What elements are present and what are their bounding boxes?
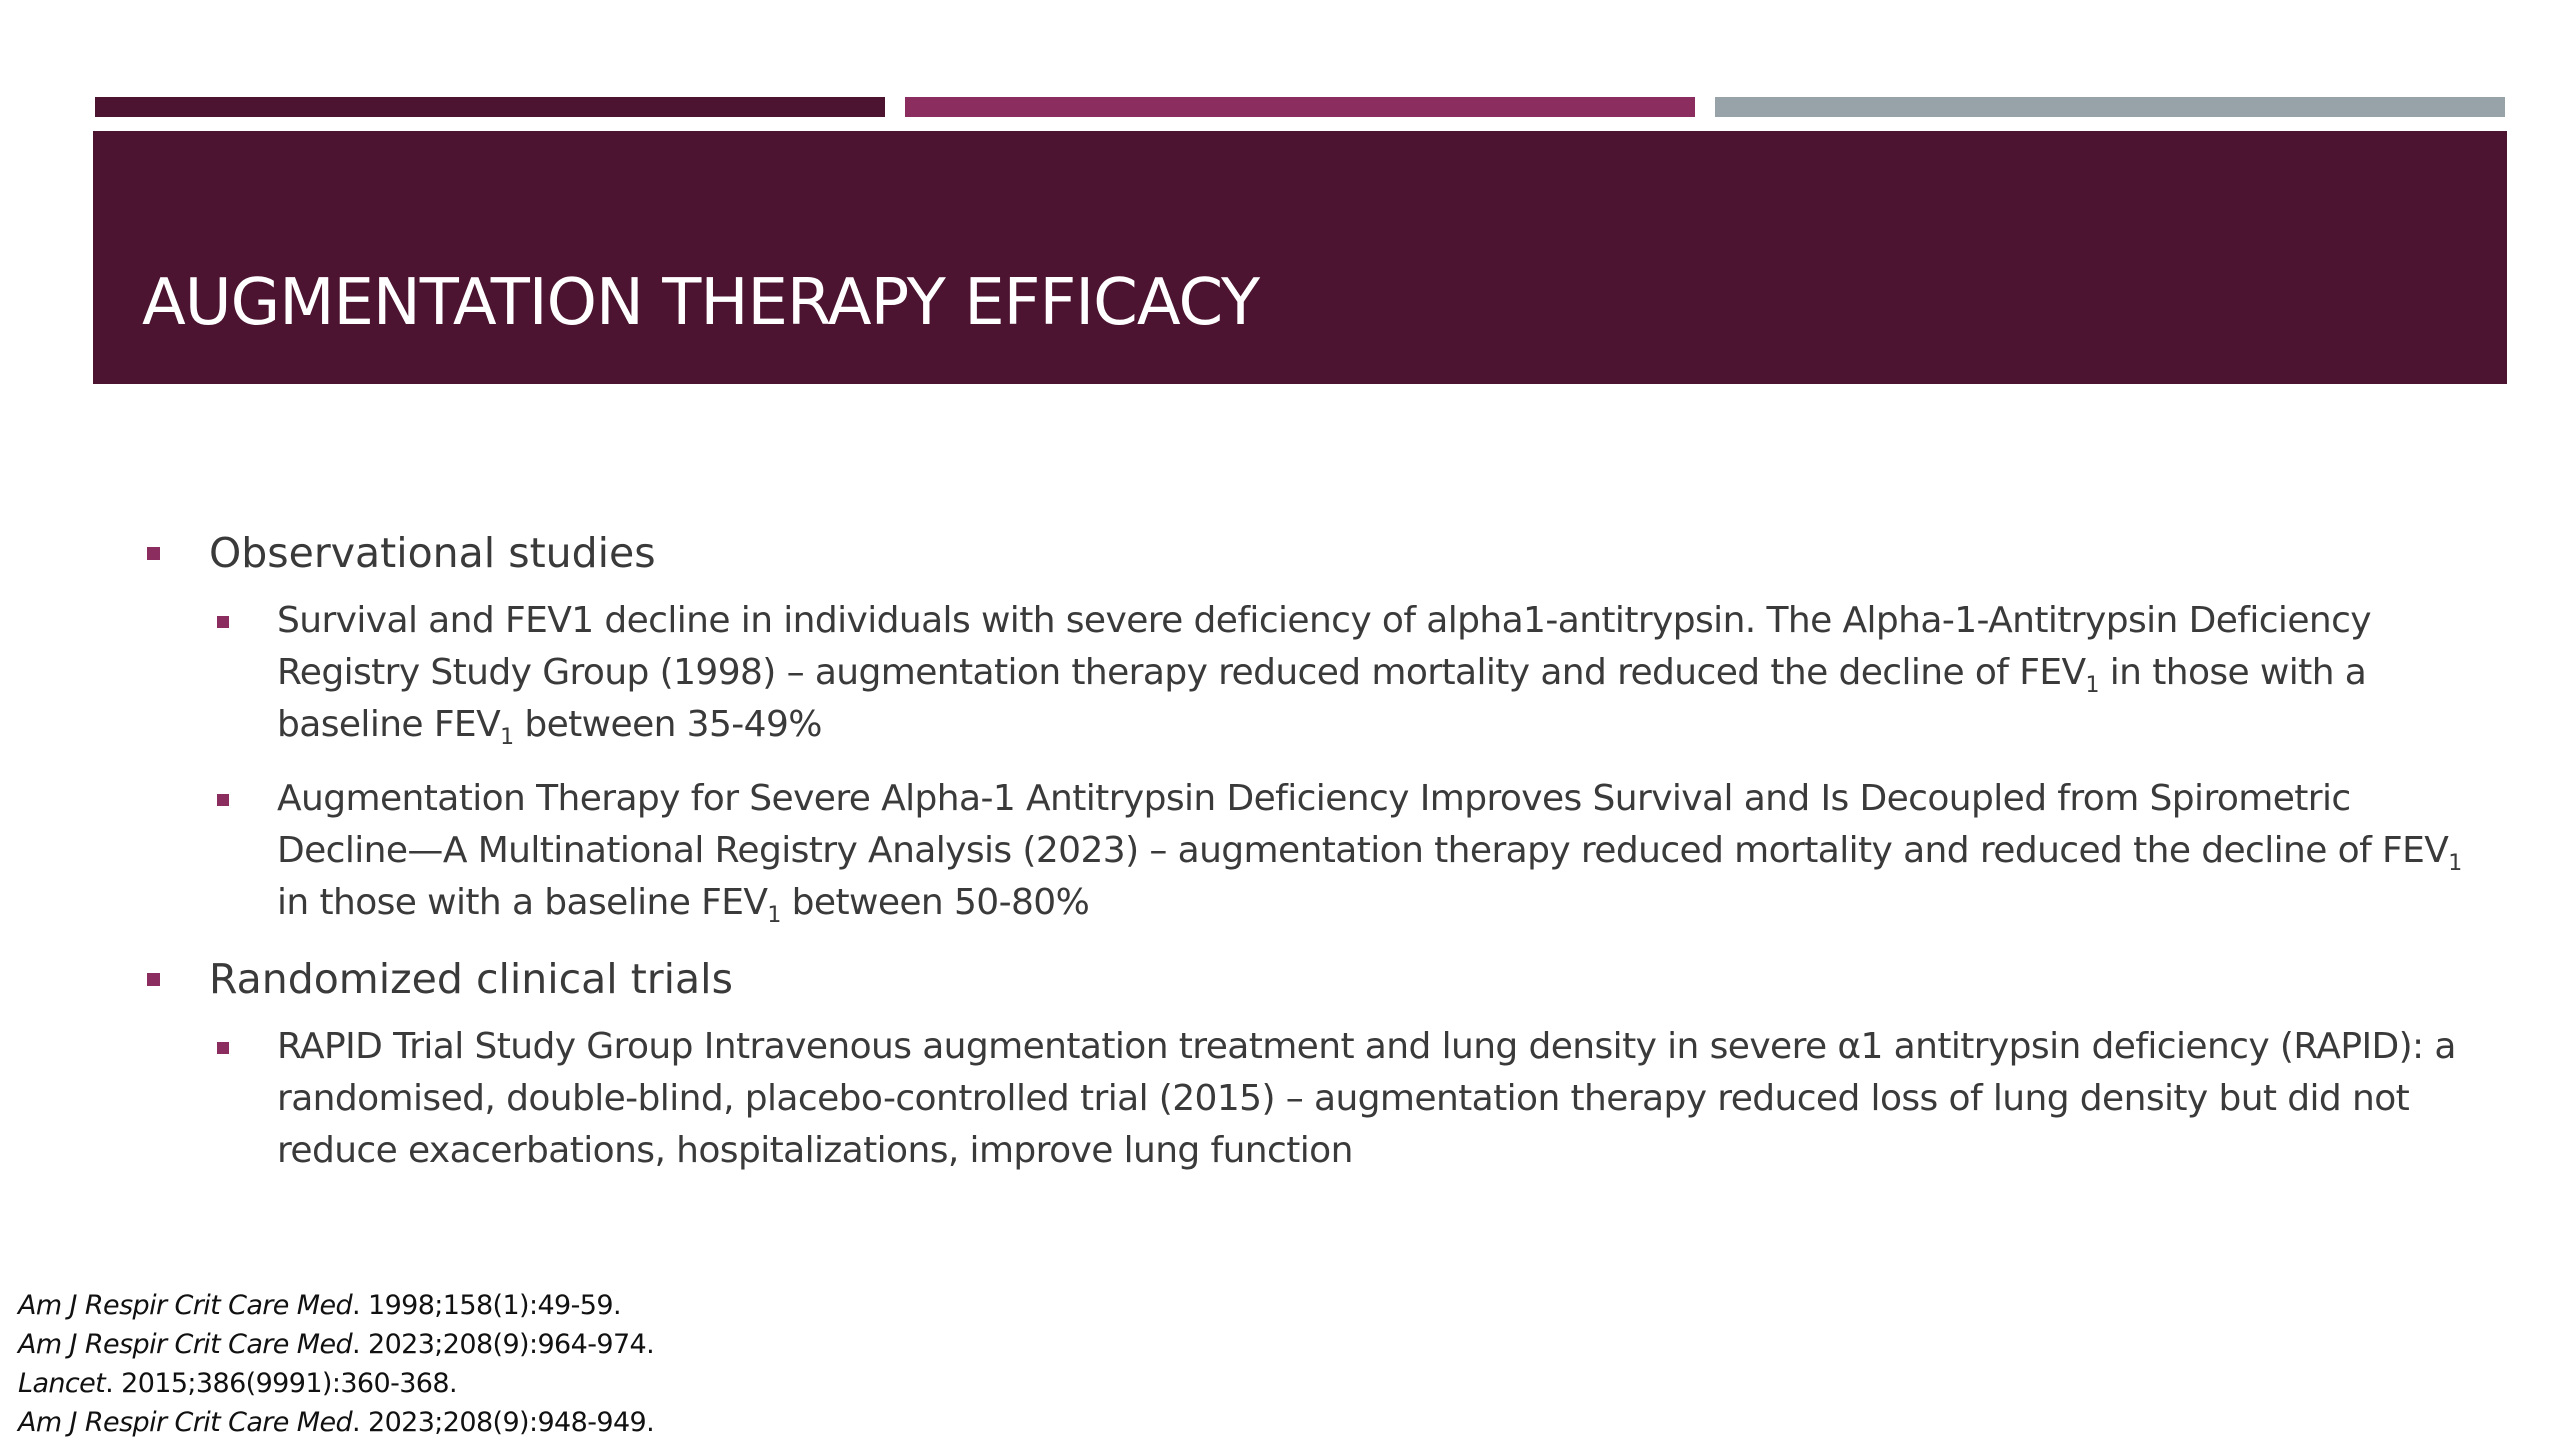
list-item-text: RAPID Trial Study Group Intravenous augmentation treatment and lung density in severe α1 antitrypsin deficiency (RAPID): a randomised, double-blind, placebo-controlled trial (2015) – augmentation therapy reduced loss of lung density but did not reduce exacerbations, hospitalizations, improve lung function (277, 1026, 2456, 1171)
reference-item (18, 1364, 654, 1403)
item-text-part: Augmentation Therapy for Severe Alpha-1 Antitrypsin Deficiency Improves Survival and Is Decoupled from Spirometric Decline—A Multinational Registry Analysis (2023) – augmentation therapy reduced mortality and reduced the decline of FEV (277, 778, 2449, 871)
item-text-part: in those with a baseline FEV (277, 882, 768, 923)
reference-journal: Am J Respir Crit Care Med (18, 1329, 353, 1360)
list-item-1998-registry (143, 595, 2371, 751)
reference-journal: Am J Respir Crit Care Med (18, 1407, 353, 1438)
subscript: 1 (767, 903, 781, 929)
reference-item (18, 1286, 654, 1325)
accent-bar-dark (95, 97, 885, 117)
reference-journal: Lancet (18, 1368, 106, 1399)
subscript: 1 (2448, 851, 2462, 877)
square-bullet-icon (217, 616, 229, 628)
reference-item (18, 1403, 654, 1442)
section-heading-text: Randomized clinical trials (209, 955, 733, 1003)
title-band (93, 131, 2507, 384)
reference-citation: . 2023;208(9):964-974. (352, 1329, 655, 1360)
list-item-2023-registry (143, 773, 2462, 929)
list-item-text (277, 773, 2477, 929)
reference-citation: . 2015;386(9991):360-368. (105, 1368, 457, 1399)
accent-bar-gray (1715, 97, 2505, 117)
slide-title: AUGMENTATION THERAPY EFFICACY (142, 266, 1260, 340)
reference-item (18, 1325, 654, 1364)
reference-journal: Am J Respir Crit Care Med (18, 1290, 353, 1321)
subscript: 1 (2085, 673, 2099, 699)
item-text-part: between 35-49% (513, 704, 822, 745)
list-item-rapid-trial (143, 1021, 2456, 1177)
subscript: 1 (500, 725, 514, 751)
section-heading-observational (143, 525, 2473, 581)
item-text-part: between 50-80% (780, 882, 1090, 923)
accent-bar-magenta (905, 97, 1695, 117)
section-heading-text: Observational studies (209, 529, 656, 577)
list-item-text (277, 595, 2477, 751)
square-bullet-icon (217, 1042, 229, 1054)
section-heading-randomized (143, 951, 2473, 1007)
square-bullet-icon (147, 547, 160, 560)
item-text-part: Survival and FEV1 decline in individuals with severe deficiency of alpha1-antitrypsin. The Alpha-1-Antitrypsin Deficiency Registry Study Group (1998) – augmentation therapy reduced mortality and reduced the decline of FEV (277, 600, 2371, 693)
square-bullet-icon (217, 794, 229, 806)
reference-citation: . 2023;208(9):948-949. (352, 1407, 655, 1438)
slide-body (143, 525, 2473, 1177)
item-text-part: in those with a baseline FEV (277, 652, 2367, 745)
reference-citation: . 1998;158(1):49-59. (352, 1290, 621, 1321)
references (18, 1286, 654, 1442)
square-bullet-icon (147, 973, 160, 986)
